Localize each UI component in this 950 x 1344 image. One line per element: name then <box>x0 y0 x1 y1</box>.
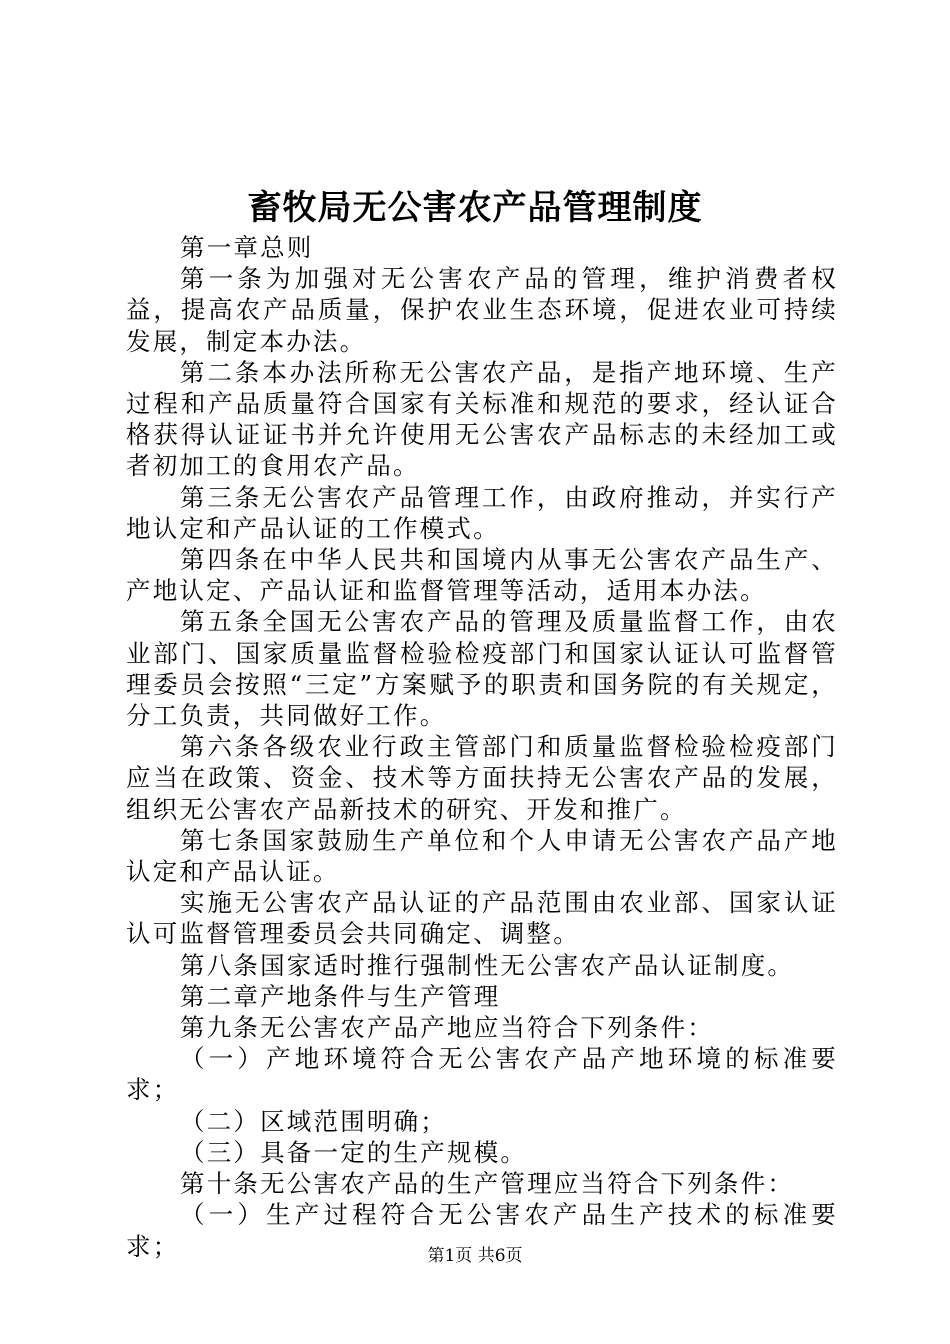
list-item: （一）产地环境符合无公害农产品产地环境的标准要求； <box>126 1044 838 1105</box>
document-body <box>126 232 838 1262</box>
article-paragraph: 第九条无公害农产品产地应当符合下列条件： <box>180 1013 714 1043</box>
article-paragraph: 实施无公害农产品认证的产品范围由农业部、国家认证认可监督管理委员会共同确定、调整。 <box>126 888 838 949</box>
article-paragraph: 第四条在中华人民共和国境内从事无公害农产品生产、产地认定、产品认证和监督管理等活动，适用本办法。 <box>126 545 838 606</box>
article-paragraph: 第六条各级农业行政主管部门和质量监督检验检疫部门应当在政策、资金、技术等方面扶持无公害农产品的发展，组织无公害农产品新技术的研究、开发和推广。 <box>126 732 838 824</box>
chapter-heading: 第二章产地条件与生产管理 <box>180 981 501 1011</box>
article-paragraph: 第七条国家鼓励生产单位和个人申请无公害农产品产地认定和产品认证。 <box>126 825 838 887</box>
list-item: （一）生产过程符合无公害农产品生产技术的标准要求； <box>126 1200 838 1261</box>
article-paragraph: 第一条为加强对无公害农产品的管理，维护消费者权益，提高农产品质量，保护农业生态环境，促进农业可持续发展，制定本办法。 <box>126 264 838 356</box>
list-item: （三）具备一定的生产规模。 <box>180 1137 528 1167</box>
article-paragraph: 第三条无公害农产品管理工作，由政府推动，并实行产地认定和产品认证的工作模式。 <box>126 482 838 543</box>
article-paragraph: 第五条全国无公害农产品的管理及质量监督工作，由农业部门、国家质量监督检验检疫部门和国家认证认可监督管理委员会按照“三定”方案赋予的职责和国务院的有关规定，分工负责，共同做好工作。 <box>126 607 838 731</box>
article-paragraph: 第二条本办法所称无公害农产品，是指产地环境、生产过程和产品质量符合国家有关标准和规范的要求，经认证合格获得认证证书并允许使用无公害农产品标志的未经加工或者初加工的食用农产品。 <box>126 357 838 481</box>
chapter-heading: 第一章总则 <box>180 233 314 262</box>
document-title: 畜牧局无公害农产品管理制度 <box>247 188 703 228</box>
list-item: （二）区域范围明确； <box>180 1106 447 1136</box>
article-paragraph: 第八条国家适时推行强制性无公害农产品认证制度。 <box>180 950 795 980</box>
page-footer: 第1页 共6页 <box>427 1246 523 1266</box>
article-paragraph: 第十条无公害农产品的生产管理应当符合下列条件： <box>180 1169 795 1199</box>
